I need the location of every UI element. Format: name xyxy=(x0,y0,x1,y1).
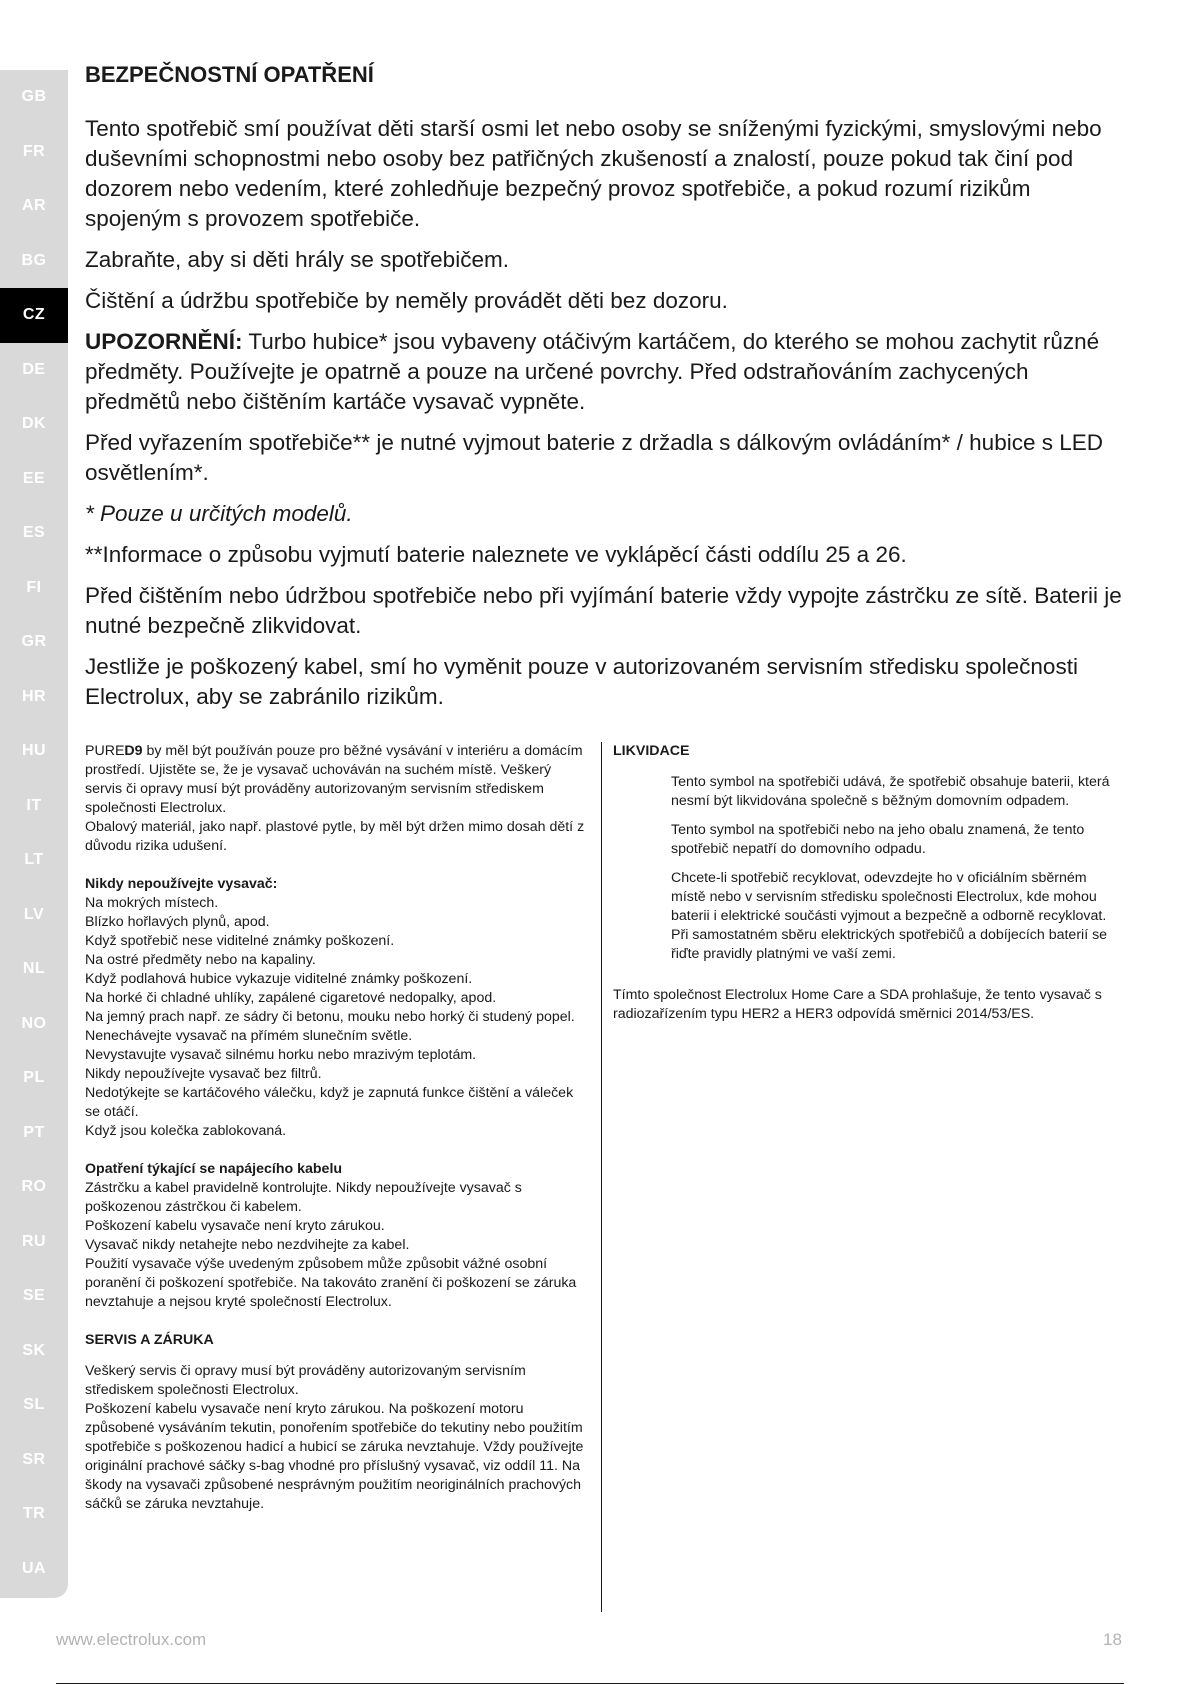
list-item: Použití vysavače výše uvedeným způsobem může způsobit vážné osobní poranění či poškození spotřebiče. Na takováto zranění či poškození se záruka nevztahuje a nejsou kryté společností Electrolux. xyxy=(85,1256,577,1310)
language-tab-bg: BG xyxy=(21,251,47,269)
list-item: Když podlahová hubice vykazuje viditelné známky poškození. xyxy=(85,971,473,987)
paragraph-models-note: * Pouze u určitých modelů. xyxy=(85,501,353,526)
list-item: Nikdy nepoužívejte vysavač bez filtrů. xyxy=(85,1066,322,1082)
language-tab-ar: AR xyxy=(21,197,47,214)
column-divider xyxy=(601,742,602,1612)
paragraph-battery-info: **Informace o způsobu vyjmutí baterie naleznete ve vyklápěcí části oddílu 25 a 26. xyxy=(85,542,907,567)
list-item: Vysavač nikdy netahejte nebo nezdvihejte za kabel. xyxy=(85,1237,410,1253)
intro-body: by měl být používán pouze pro běžné vysávání v interiéru a domácím prostředí. Ujistěte se, že je vysavač uchováván na suchém místě. Veškerý servis či opravy musí být prováděny autorizovaným servisním střediskem společnosti Electrolux. xyxy=(85,743,583,816)
list-item: Když spotřebič nese viditelné známky poškození. xyxy=(85,933,395,949)
model-name: D9 xyxy=(124,743,143,759)
declaration-text: Tímto společnost Electrolux Home Care a SDA prohlašuje, že tento vysavač s radiozařízením typu HER2 a HER3 odpovídá směrnici 2014/53/ES. xyxy=(613,987,1102,1022)
language-tab-es: ES xyxy=(22,524,46,541)
service-list xyxy=(85,1362,585,1514)
warning-text: Turbo hubice* jsou vybaveny otáčivým kartáčem, do kterého se mohou zachytit různé předměty. Používejte je opatrně a pouze na určené povrchy. Před odstraňováním zachycených předmětů nebo čištěním kartáče vysavač vypněte. xyxy=(85,329,1100,414)
paragraph-children-play: Zabraňte, aby si děti hrály se spotřebičem. xyxy=(85,247,509,272)
cable-heading: Opatření týkající se napájecího kabelu xyxy=(85,1161,343,1177)
language-tab-se: SE xyxy=(22,1287,46,1304)
language-tab-cz: CZ xyxy=(0,288,68,343)
language-tab-sk: SK xyxy=(22,1341,46,1359)
list-item: Na jemný prach např. ze sádry či betonu, mouku nebo horký či studený popel. xyxy=(85,1009,575,1025)
list-item: Nedotýkejte se kartáčového válečku, když je zapnutá funkce čištění a váleček se otáčí. xyxy=(85,1085,574,1120)
list-item: Na ostré předměty nebo na kapaliny. xyxy=(85,952,316,968)
cable-list xyxy=(85,1179,585,1312)
list-item: Na mokrých místech. xyxy=(85,895,219,911)
list-item: Na horké či chladné uhlíky, zapálené cigaretové nedopalky, apod. xyxy=(85,990,497,1006)
language-tab-gb: GB xyxy=(21,88,47,105)
language-tab-gr: GR xyxy=(21,633,47,650)
language-tab-ro: RO xyxy=(21,1178,47,1195)
language-tab-hu: HU xyxy=(21,742,47,759)
language-tab-ee: EE xyxy=(22,469,46,487)
footer-url: www.electrolux.com xyxy=(56,1630,207,1649)
left-column xyxy=(85,742,585,1514)
never-use-list xyxy=(85,894,585,1141)
language-tab-ru: RU xyxy=(21,1232,47,1250)
paragraph-warning xyxy=(85,327,1125,417)
list-item: Poškození kabelu vysavače není kryto zárukou. Na poškození motoru způsobené vysáváním tekutin, ponořením spotřebiče do tekutiny nebo použitím spotřebiče s poškozenou hadicí a hubicí se záruka nevztahuje. Vždy používejte originální prachové sáčky s-bag vhodné pro příslušný vysavač, viz oddíl 11. Na škody na vysavači způsobené nesprávným použitím neoriginálních prachových sáčků se záruka nevztahuje. xyxy=(85,1401,584,1512)
language-tab-de: DE xyxy=(22,360,46,378)
two-column-section xyxy=(85,742,1125,1612)
page-number: 18 xyxy=(1103,1630,1122,1649)
packaging-text: Obalový materiál, jako např. plastové pytle, by měl být držen mimo dosah dětí z důvodu rizika udušení. xyxy=(85,819,585,854)
language-tab-bar xyxy=(0,70,68,1598)
disposal-item: Chcete-li spotřebič recyklovat, odevzdejte ho v oficiálním sběrném místě nebo v servisním středisku společnosti Electrolux, kde mohou baterii i elektrické součásti vyjmout a bezpečně a odborně recyklovat. Při samostatném sběru elektrických spotřebičů a dobíjecích baterií se řiďte pravidly platnými ve vaší zemi. xyxy=(671,870,1108,962)
language-tab-no: NO xyxy=(21,1014,47,1032)
page-title: BEZPEČNOSTNÍ OPATŘENÍ xyxy=(85,62,374,87)
disposal-list xyxy=(613,773,1123,964)
paragraph-battery-removal: Před vyřazením spotřebiče** je nutné vyjmout baterie z držadla s dálkovým ovládáním* / hubice s LED osvětlením*. xyxy=(85,430,1103,485)
right-column xyxy=(613,742,1123,1024)
list-item: Zástrčku a kabel pravidelně kontrolujte. Nikdy nepoužívejte vysavač s poškozenou zástrčkou či kabelem. xyxy=(85,1180,522,1215)
disposal-item: Tento symbol na spotřebiči udává, že spotřebič obsahuje baterii, která nesmí být likvidována společně s běžným domovním odpadem. xyxy=(671,774,1110,809)
main-content xyxy=(85,62,1125,723)
language-tab-sl: SL xyxy=(23,1396,45,1413)
paragraph-cable-replace: Jestliže je poškozený kabel, smí ho vyměnit pouze v autorizovaném servisním středisku společnosti Electrolux, aby se zabránilo rizikům. xyxy=(85,654,1078,709)
language-tab-it: IT xyxy=(26,796,42,814)
service-heading: SERVIS A ZÁRUKA xyxy=(85,1332,214,1348)
list-item: Nenechávejte vysavač na přímém slunečním světle. xyxy=(85,1028,413,1044)
language-tab-nl: NL xyxy=(22,960,46,977)
language-tab-fi: FI xyxy=(26,578,42,596)
language-tab-dk: DK xyxy=(21,415,47,432)
language-tab-hr: HR xyxy=(21,687,47,705)
language-tab-sr: SR xyxy=(22,1450,46,1468)
paragraph-children-use: Tento spotřebič smí používat děti starší osmi let nebo osoby se sníženými fyzickými, smyslovými nebo duševními schopnostmi nebo osoby bez patřičných zkušeností a znalostí, pouze pokud tak činí pod dozorem nebo vedením, které zohledňuje bezpečný provoz spotřebiče, a pokud rozumí rizikům spojeným s provozem spotřebiče. xyxy=(85,116,1102,231)
brand-prefix: PURE xyxy=(85,743,125,759)
language-tab-tr: TR xyxy=(22,1505,46,1522)
language-tab-lv: LV xyxy=(23,905,45,923)
list-item: Když jsou kolečka zablokovaná. xyxy=(85,1123,287,1139)
language-tab-fr: FR xyxy=(22,142,46,160)
language-tab-ua: UA xyxy=(21,1559,47,1577)
disposal-item: Tento symbol na spotřebiči nebo na jeho obalu znamená, že tento spotřebič nepatří do domovního odpadu. xyxy=(671,822,1085,857)
warning-lead: UPOZORNĚNÍ: xyxy=(85,329,243,354)
language-tab-lt: LT xyxy=(24,851,44,868)
list-item: Veškerý servis či opravy musí být prováděny autorizovaným servisním střediskem společnosti Electrolux. xyxy=(85,1363,526,1398)
list-item: Poškození kabelu vysavače není kryto zárukou. xyxy=(85,1218,385,1234)
paragraph-unplug: Před čištěním nebo údržbou spotřebiče nebo při vyjímání baterie vždy vypojte zástrčku ze sítě. Baterii je nutné bezpečně zlikvidovat. xyxy=(85,583,1122,638)
never-use-heading: Nikdy nepoužívejte vysavač: xyxy=(85,876,278,892)
list-item: Blízko hořlavých plynů, apod. xyxy=(85,914,270,930)
language-tab-pt: PT xyxy=(23,1123,45,1141)
language-tab-pl: PL xyxy=(23,1069,45,1086)
list-item: Nevystavujte vysavač silnému horku nebo mrazivým teplotám. xyxy=(85,1047,477,1063)
intro-text xyxy=(85,742,585,818)
disposal-heading: LIKVIDACE xyxy=(613,743,690,759)
paragraph-cleaning: Čištění a údržbu spotřebiče by neměly provádět děti bez dozoru. xyxy=(85,288,728,313)
